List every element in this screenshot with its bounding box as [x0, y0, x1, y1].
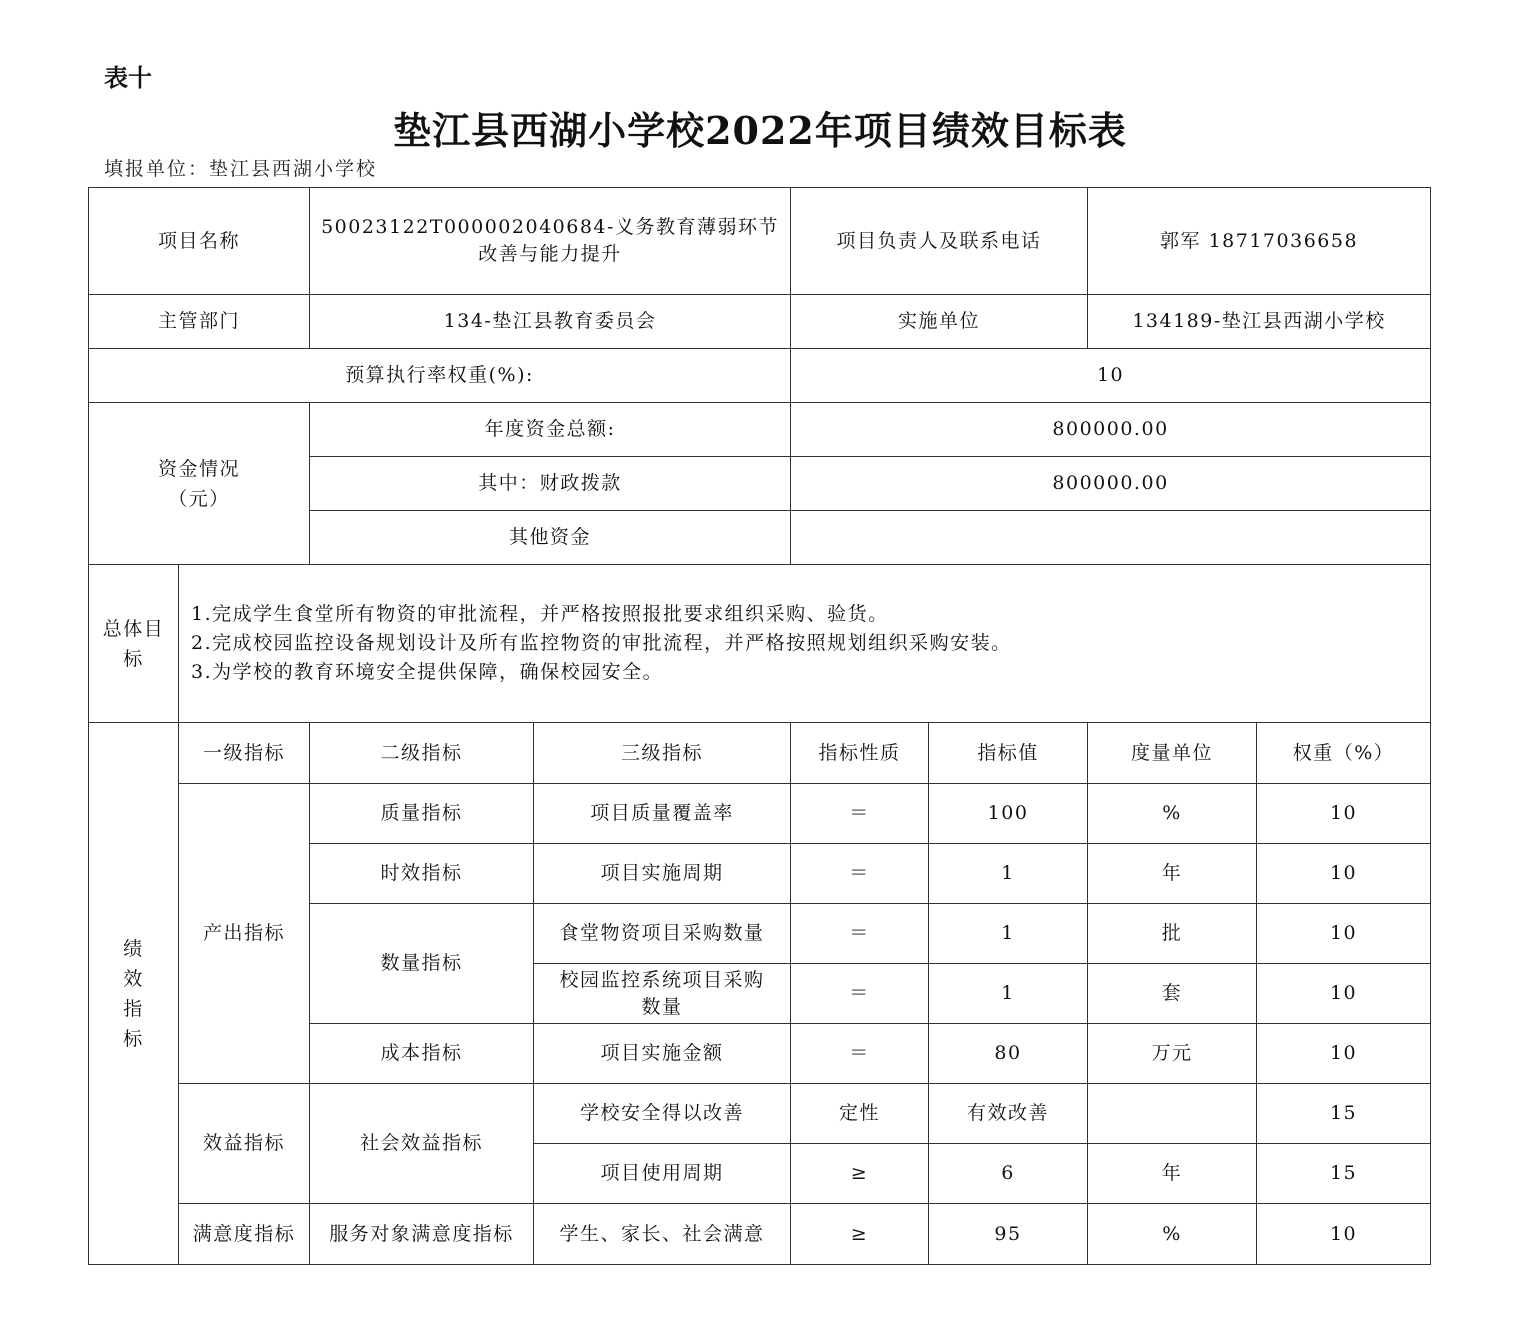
level3-cell: 项目质量覆盖率	[534, 784, 791, 844]
level1-satisfaction: 满意度指标	[179, 1204, 310, 1265]
goals-label	[89, 565, 179, 723]
header-unit: 度量单位	[1088, 723, 1257, 784]
table-row	[89, 1204, 1431, 1265]
table-row	[89, 349, 1431, 403]
level2-quantity: 数量指标	[310, 904, 534, 1024]
funds-other-value	[791, 511, 1431, 565]
value-cell: 95	[929, 1204, 1088, 1265]
table-number: 表十	[104, 64, 152, 92]
level3-cell: 项目使用周期	[534, 1144, 791, 1204]
funds-label-line1: 资金情况	[158, 457, 241, 480]
funds-label	[89, 403, 310, 565]
weight-cell: 10	[1257, 964, 1431, 1024]
value-cell: 80	[929, 1024, 1088, 1084]
nature-cell: ＝	[791, 904, 929, 964]
nature-cell: 定性	[791, 1084, 929, 1144]
indicators-char-4: 标	[123, 1027, 144, 1050]
weight-cell: 15	[1257, 1144, 1431, 1204]
value-cell: 100	[929, 784, 1088, 844]
nature-cell: ＝	[791, 1024, 929, 1084]
goal-item-2: 2.完成校园监控设备规划设计及所有监控物资的审批流程，并严格按照规划组织采购安装。	[191, 632, 1012, 654]
level2-service: 服务对象满意度指标	[310, 1204, 534, 1265]
nature-cell: ＝	[791, 964, 929, 1024]
unit-cell: %	[1088, 784, 1257, 844]
level2-social: 社会效益指标	[310, 1084, 534, 1204]
goals-label-line2: 标	[123, 647, 144, 670]
header-nature: 指标性质	[791, 723, 929, 784]
unit-cell: 年	[1088, 844, 1257, 904]
table-row	[89, 403, 1431, 457]
goals-label-line1: 总体目	[102, 617, 165, 640]
unit-cell: 批	[1088, 904, 1257, 964]
nature-cell: ≥	[791, 1204, 929, 1265]
weight-cell: 10	[1257, 844, 1431, 904]
indicators-char-3: 指	[123, 997, 144, 1020]
budget-weight-value: 10	[791, 349, 1431, 403]
weight-cell: 10	[1257, 1024, 1431, 1084]
value-cell: 1	[929, 964, 1088, 1024]
header-level3: 三级指标	[534, 723, 791, 784]
indicators-char-1: 绩	[123, 937, 144, 960]
project-name-label: 项目名称	[89, 188, 310, 295]
unit-cell: 万元	[1088, 1024, 1257, 1084]
unit-cell	[1088, 1084, 1257, 1144]
nature-cell: ≥	[791, 1144, 929, 1204]
unit-cell: %	[1088, 1204, 1257, 1265]
project-name-value: 50023122T000002040684-义务教育薄弱环节改善与能力提升	[310, 188, 791, 295]
impl-label: 实施单位	[791, 295, 1088, 349]
funds-total-value: 800000.00	[791, 403, 1431, 457]
nature-cell: ＝	[791, 844, 929, 904]
filler-unit: 填报单位：垫江县西湖小学校	[104, 158, 378, 180]
page-title: 垫江县西湖小学校2022年项目绩效目标表	[393, 108, 1127, 153]
value-cell: 有效改善	[929, 1084, 1088, 1144]
nature-cell: ＝	[791, 784, 929, 844]
funds-label-line2: （元）	[168, 487, 230, 510]
dept-label: 主管部门	[89, 295, 310, 349]
level2-cost: 成本指标	[310, 1024, 534, 1084]
value-cell: 1	[929, 904, 1088, 964]
header-weight: 权重（%）	[1257, 723, 1431, 784]
table-row	[89, 784, 1431, 844]
funds-fiscal-label: 其中：财政拨款	[310, 457, 791, 511]
goal-item-1: 1.完成学生食堂所有物资的审批流程，并严格按照报批要求组织采购、验货。	[191, 603, 889, 625]
level1-benefit: 效益指标	[179, 1084, 310, 1204]
weight-cell: 10	[1257, 904, 1431, 964]
unit-cell: 年	[1088, 1144, 1257, 1204]
header-value: 指标值	[929, 723, 1088, 784]
indicators-section-label	[89, 723, 179, 1265]
level3-cell: 项目实施金额	[534, 1024, 791, 1084]
table-row	[89, 295, 1431, 349]
level2-timeliness: 时效指标	[310, 844, 534, 904]
contact-value: 郭军 18717036658	[1088, 188, 1431, 295]
table-row	[89, 565, 1431, 723]
goals-content	[179, 565, 1431, 723]
weight-cell: 10	[1257, 784, 1431, 844]
indicators-char-2: 效	[123, 967, 144, 990]
level3-cell: 学生、家长、社会满意	[534, 1204, 791, 1265]
level2-quality: 质量指标	[310, 784, 534, 844]
goal-item-3: 3.为学校的教育环境安全提供保障，确保校园安全。	[191, 661, 664, 683]
level3-cell: 校园监控系统项目采购数量	[534, 964, 791, 1024]
table-row	[89, 1084, 1431, 1144]
level3-cell: 食堂物资项目采购数量	[534, 904, 791, 964]
level3-cell: 学校安全得以改善	[534, 1084, 791, 1144]
performance-table	[88, 187, 1431, 1265]
impl-value: 134189-垫江县西湖小学校	[1088, 295, 1431, 349]
contact-label: 项目负责人及联系电话	[791, 188, 1088, 295]
value-cell: 1	[929, 844, 1088, 904]
level3-cell: 项目实施周期	[534, 844, 791, 904]
header-level2: 二级指标	[310, 723, 534, 784]
funds-other-label: 其他资金	[310, 511, 791, 565]
value-cell: 6	[929, 1144, 1088, 1204]
unit-cell: 套	[1088, 964, 1257, 1024]
budget-weight-label: 预算执行率权重(%):	[89, 349, 791, 403]
dept-value: 134-垫江县教育委员会	[310, 295, 791, 349]
weight-cell: 10	[1257, 1204, 1431, 1265]
table-row	[89, 188, 1431, 295]
funds-fiscal-value: 800000.00	[791, 457, 1431, 511]
weight-cell: 15	[1257, 1084, 1431, 1144]
level1-output: 产出指标	[179, 784, 310, 1084]
table-row	[89, 723, 1431, 784]
funds-total-label: 年度资金总额:	[310, 403, 791, 457]
header-level1: 一级指标	[179, 723, 310, 784]
